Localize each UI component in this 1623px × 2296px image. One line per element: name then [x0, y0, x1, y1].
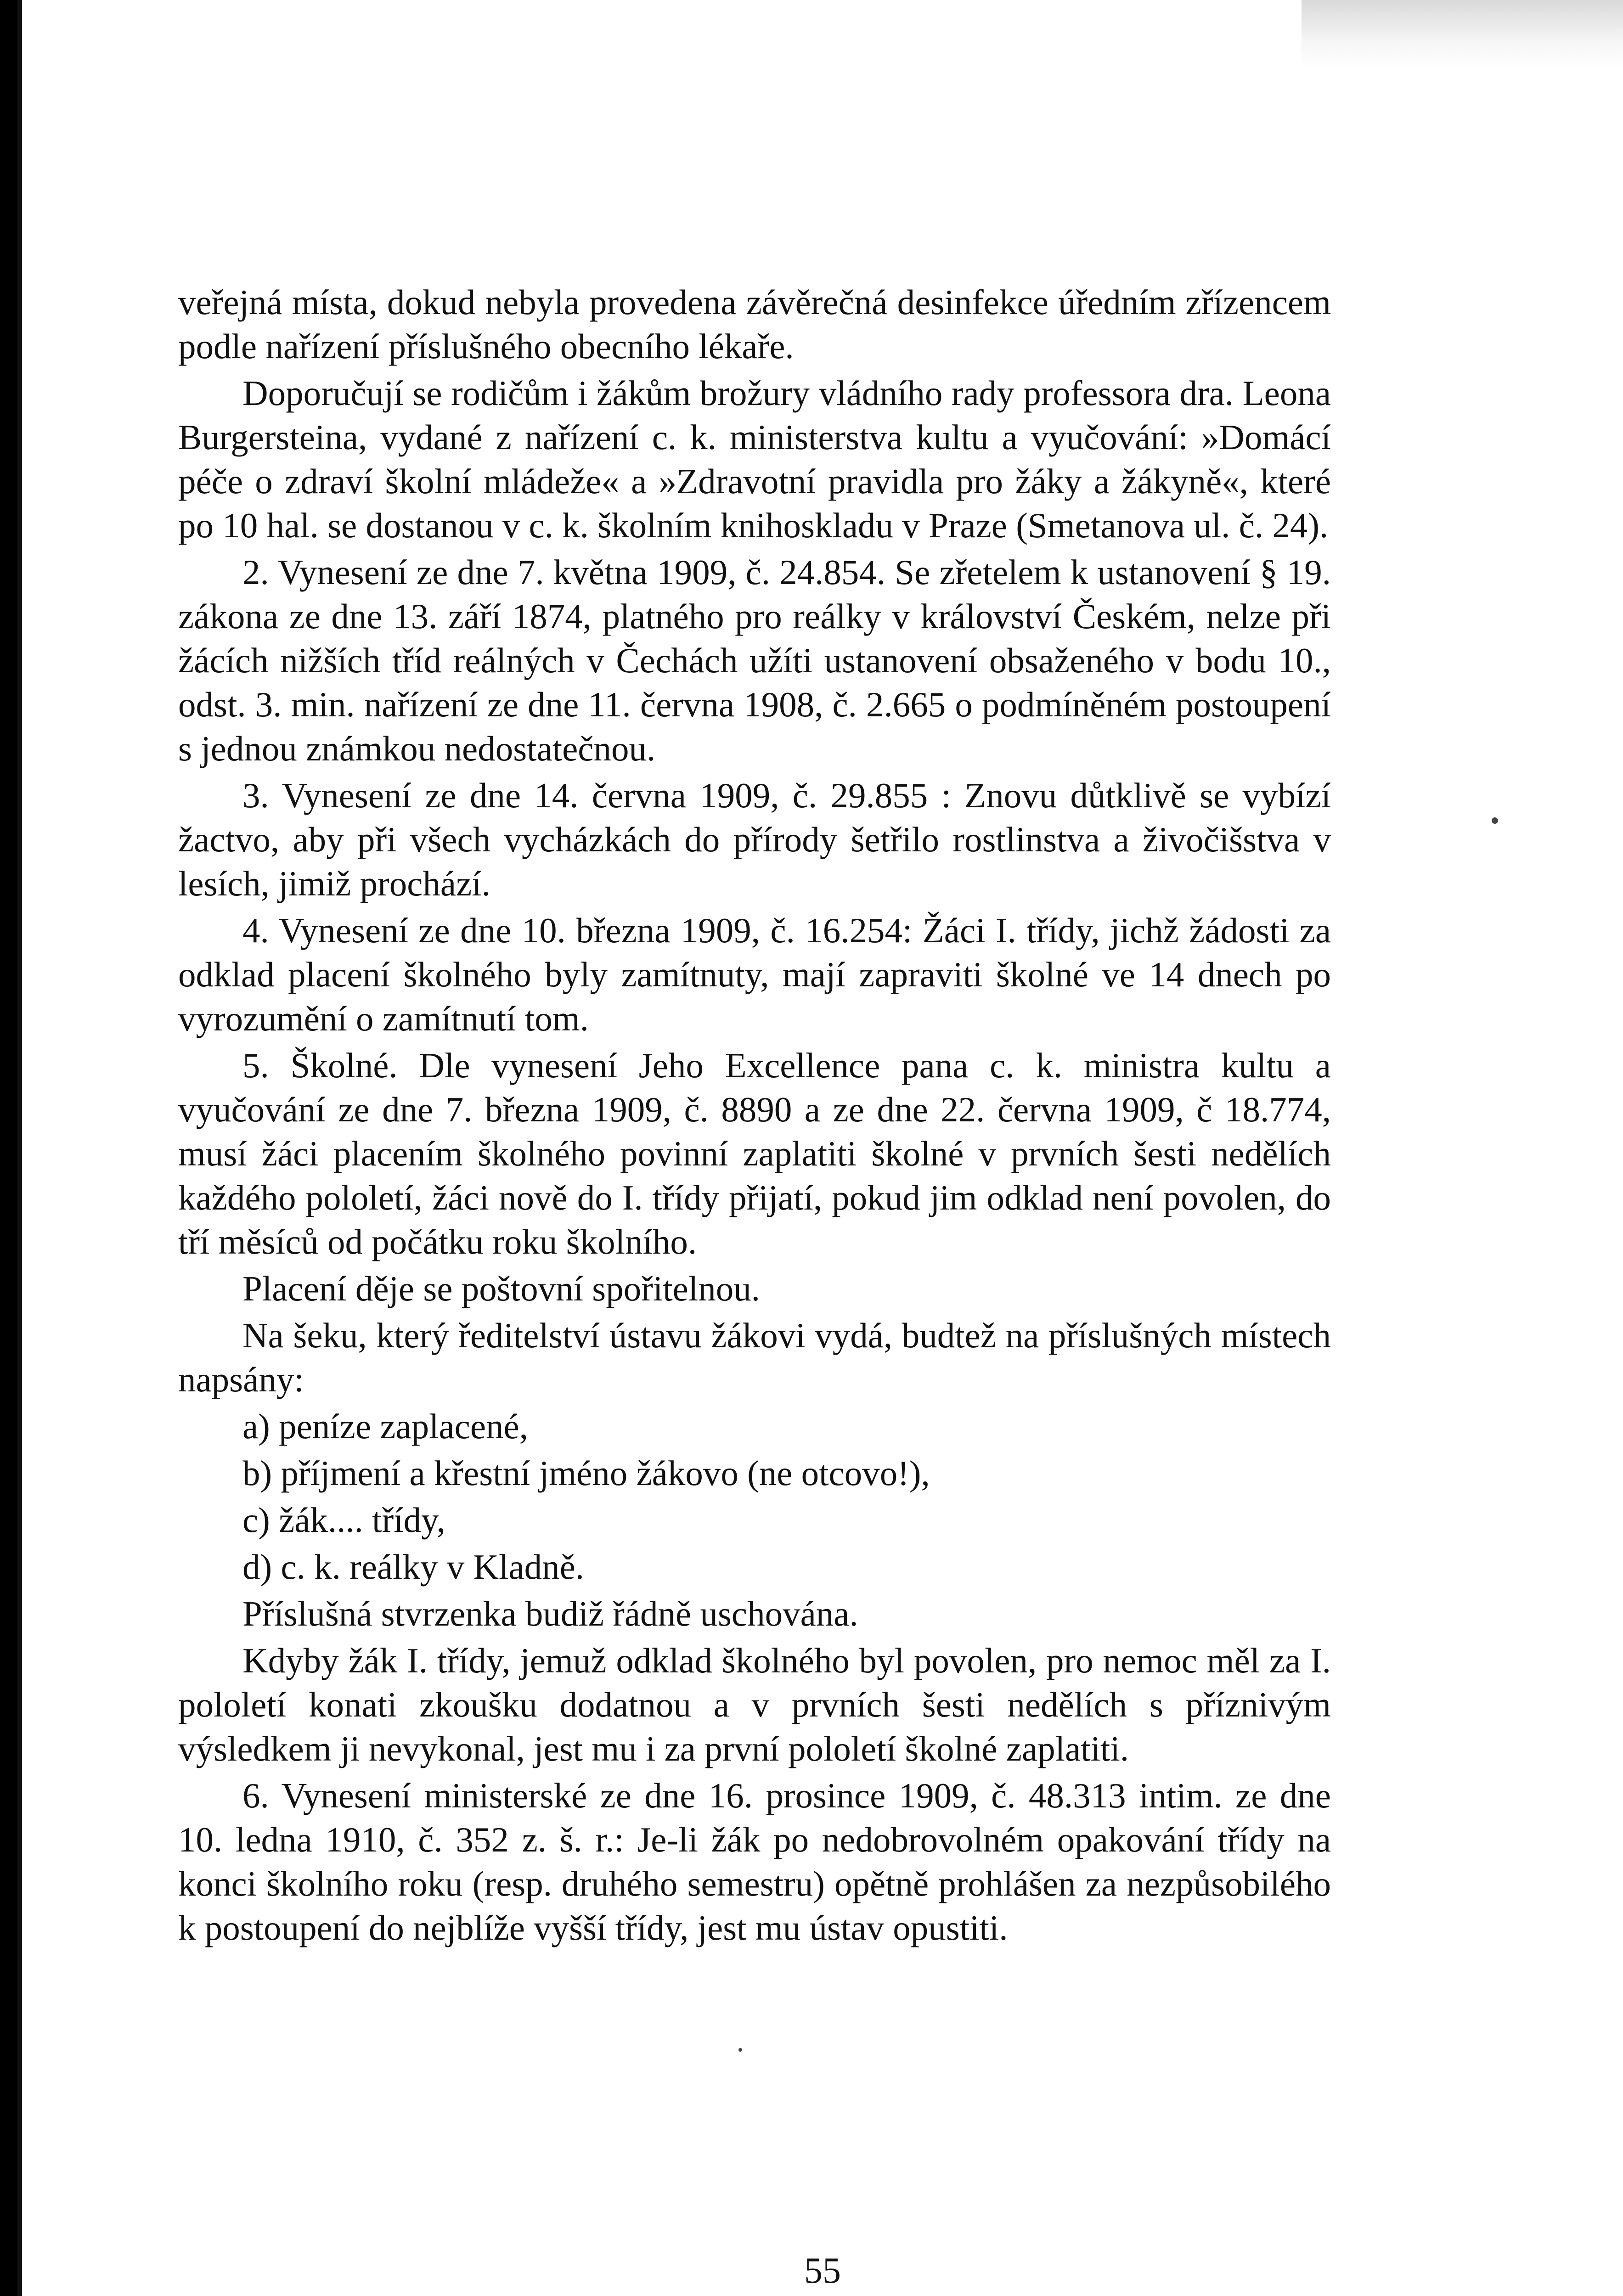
paragraph-2: Doporučují se rodičům i žákům brožury vládního rady professora dra. Leona Burgersteina, vydané z nařízení c. k. ministerstva kultu a vyučování: »Domácí péče o zdraví školní mládeže« a »Zdravotní pravidla pro žáky a žákyně«, které po 10 hal. se dostanou v c. k. školním knihoskladu v Praze (Smetanova ul. č. 24). [178, 373, 1331, 545]
speck [738, 2048, 742, 2052]
paragraph-3: 2. Vynesení ze dne 7. května 1909, č. 24.854. Se zřetelem k ustanovení § 19. zákona ze dne 13. září 1874, platného pro reálky v království Českém, nelze při žácích nižších tříd reálných v Čechách užíti ustanovení obsaženého v bodu 10., odst. 3. min. nařízení ze dne 11. června 1908, č. 2.665 o podmíněném postoupení s jednou známkou nedostatečnou. [178, 552, 1331, 768]
paragraph-6: 5. Školné. Dle vynesení Jeho Excellence pana c. k. ministra kultu a vyučování ze dne 7. března 1909, č. 8890 a ze dne 22. června 1909, č 18.774, musí žáci placením školného povinní zaplatiti školné v prvních šesti nedělích každého pololetí, žáci nově do I. třídy přijatí, pokud jim odklad není povolen, do tří měsíců od počátku roku školního. [178, 1046, 1331, 1261]
page [17, 0, 1623, 2296]
speck [1492, 817, 1498, 824]
paragraph-5: 4. Vynesení ze dne 10. března 1909, č. 16.254: Žáci I. třídy, jichž žádosti za odklad placení školného byly zamítnuty, mají zapraviti školné ve 14 dnech po vyrozumění o zamítnutí tom. [178, 911, 1331, 1038]
paragraph-1: veřejná místa, dokud nebyla provedena závěrečná desinfekce úředním zřízencem podle nařízení příslušného obecního lékaře. [178, 282, 1331, 366]
paragraph-7: Placení děje se poštovní spořitelnou. [242, 1269, 760, 1308]
paragraph-8: Na šeku, který ředitelství ústavu žákovi vydá, budtež na příslušných místech napsány: [178, 1316, 1331, 1399]
paragraph-4: 3. Vynesení ze dne 14. června 1909, č. 29.855 : Znovu důtklivě se vybízí žactvo, aby při všech vycházkách do přírody šetřilo rostlinstva a živočišstva v lesích, jimiž prochází. [178, 776, 1331, 903]
paragraph-11: 6. Vynesení ministerské ze dne 16. prosince 1909, č. 48.313 intim. ze dne 10. ledna 1910, č. 352 z. š. r.: Je-li žák po nedobrovolném opakování třídy na konci školního roku (resp. druhého semestru) opětně prohlášen za nezpůsobilého k postoupení do nejblíže vyšší třídy, jest mu ústav opustiti. [178, 1776, 1331, 1947]
body-text [178, 280, 1331, 1953]
paragraph-9: Příslušná stvrzenka budiž řádně uschována. [242, 1594, 858, 1633]
list-item-c: c) žák.... třídy, [242, 1500, 445, 1540]
paragraph-10: Kdyby žák I. třídy, jemuž odklad školného byl povolen, pro nemoc měl za I. pololetí konati zkoušku dodatnou a v prvních šesti nedělích s příznivým výsledkem ji nevykonal, jest mu i za první pololetí školné zaplatiti. [178, 1641, 1331, 1768]
list-item-b: b) příjmení a křestní jméno žákovo (ne otcovo!), [242, 1453, 930, 1493]
payment-details-list [178, 1404, 1331, 1589]
list-item-a: a) peníze zaplacené, [242, 1407, 528, 1446]
scan-smudge [1302, 0, 1623, 69]
list-item-d: d) c. k. reálky v Kladně. [242, 1547, 585, 1587]
page-number: 55 [804, 2251, 841, 2291]
